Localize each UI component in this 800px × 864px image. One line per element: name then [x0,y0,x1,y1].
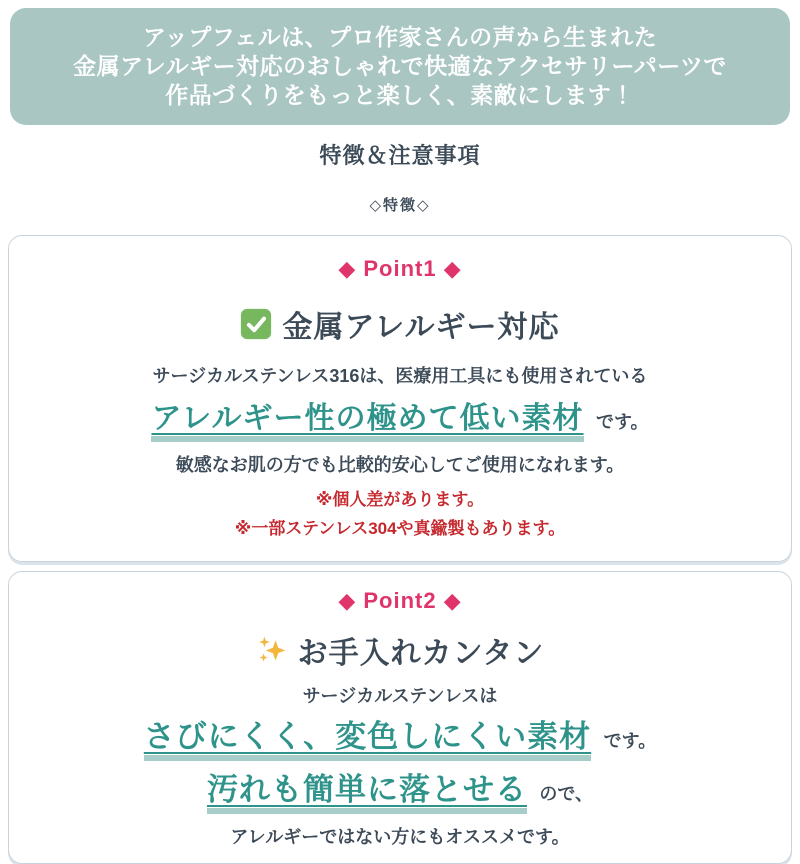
point2-title-text: お手入れカンタン [297,637,545,670]
point1-note-2: ※一部ステンレス304や真鍮製もあります。 [234,519,566,538]
point2-body-line1: サージカルステンレスは [302,686,498,706]
point1-label: ◆ Point1 ◆ [338,256,462,281]
point2-highlight1-text: さびにくく、変色しにくい素材 [144,719,591,761]
point2-body-line2: アレルギーではない方にもオススメです。 [230,827,570,847]
point1-body-line1: サージカルステンレス316は、医療用工具にも使用されている [152,366,648,386]
point2-highlight2-text: 汚れも簡単に落とせる [207,772,527,814]
point1-body-line2: 敏感なお肌の方でも比較的安心してご使用になれます。 [175,455,625,475]
section-title: 特徴＆注意事項 [319,143,481,168]
point2-highlight-row2 [25,767,775,814]
point1-title-text: 金属アレルギー対応 [282,311,560,344]
check-mark-icon [240,308,272,340]
banner-line-1: アップフェルは、プロ作家さんの声から生まれた [142,24,658,50]
point2-title [25,628,775,672]
point2-label: ◆ Point2 ◆ [338,588,462,613]
point2-highlight1-suffix: です。 [603,731,657,751]
point1-card [8,235,792,562]
banner-line-2: 金属アレルギー対応のおしゃれで快適なアクセサリーパーツで [73,53,727,79]
point1-title [25,302,775,346]
point1-highlight-text: アレルギー性の極めて低い素材 [151,402,583,442]
section-subtitle: ◇特徴◇ [369,197,431,214]
point2-highlight-row1 [25,714,775,761]
point1-highlight-row [25,396,775,441]
banner-line-3: 作品づくりをもっと楽しく、素敵にします！ [165,82,635,108]
product-description-page [0,8,800,864]
point2-highlight2-suffix: ので、 [539,783,594,804]
point1-note-1: ※個人差があります。 [315,490,485,509]
intro-banner [10,8,790,125]
point1-highlight-suffix: です。 [595,412,649,432]
point2-card [8,571,792,864]
sparkles-icon [256,634,288,666]
